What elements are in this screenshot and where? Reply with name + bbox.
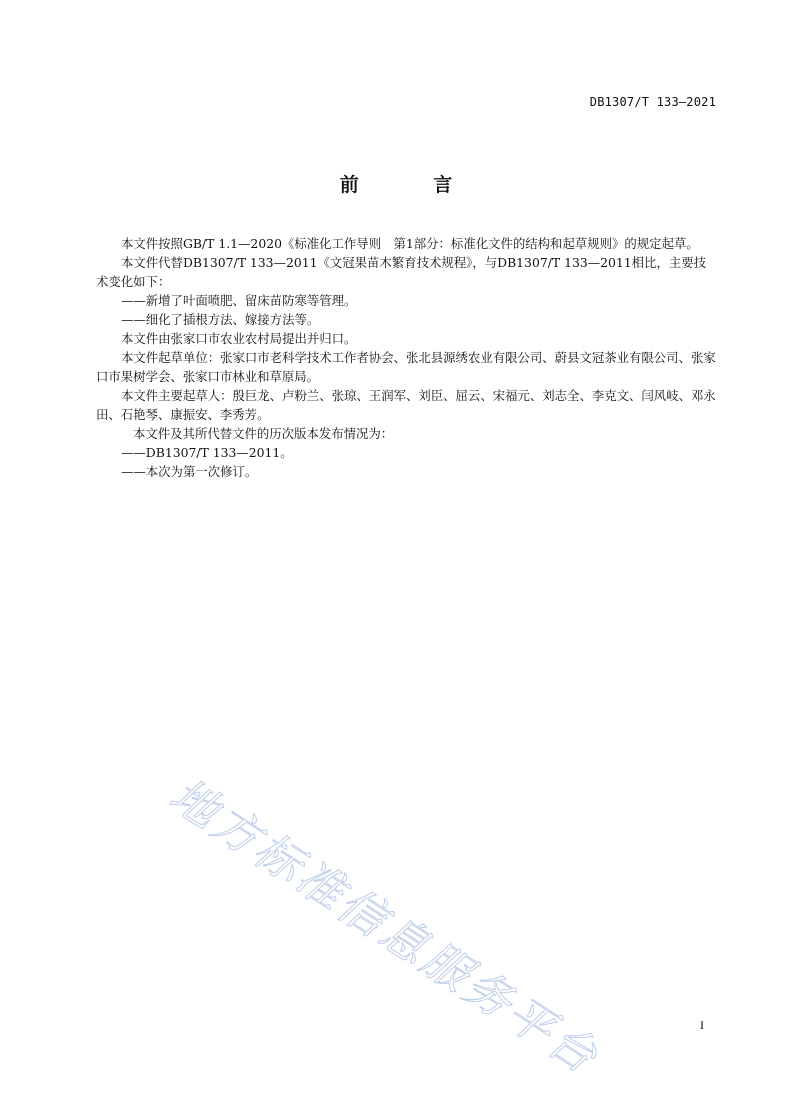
page-number: I [700,1018,704,1032]
list-item-version-2: ——本次为第一次修订。 [121,464,258,479]
watermark: 地方标准信息服务平台 [160,767,610,1086]
paragraph-proposer: 本文件由张家口市农业农村局提出并归口。 [121,331,357,346]
foreword-content [96,234,716,481]
paragraph-drafting-units: 本文件起草单位：张家口市老科学技术工作者协会、张北县源绣农业有限公司、蔚县文冠茶业有限公司、张家口市果树学会、张家口市林业和草原局。 [96,350,716,384]
paragraph-replacement: 本文件代替DB1307/T 133—2011《文冠果苗木繁育技术规程》，与DB1307/T 133—2011相比，主要技术变化如下： [96,255,707,289]
list-item-change-1: ——新增了叶面喷肥、留床苗防寒等管理。 [121,293,357,308]
paragraph-drafting-rules: 本文件按照GB/T 1.1—2020《标准化工作导则 第1部分：标准化文件的结构和起草规则》的规定起草。 [121,236,699,251]
paragraph-drafters: 本文件主要起草人：殷巨龙、卢粉兰、张琼、王润军、刘臣、屈云、宋福元、刘志全、李克文、闫风岐、邓永田、石艳琴、康振安、李秀芳。 [96,388,716,422]
paragraph-version-history: 本文件及其所代替文件的历次版本发布情况为： [133,426,394,441]
page-title: 前 言 [339,174,487,196]
list-item-version-1: ——DB1307/T 133—2011。 [121,445,293,460]
header-doc-code: DB1307/T 133—2021 [589,95,716,109]
list-item-change-2: ——细化了插根方法、嫁接方法等。 [121,312,320,327]
